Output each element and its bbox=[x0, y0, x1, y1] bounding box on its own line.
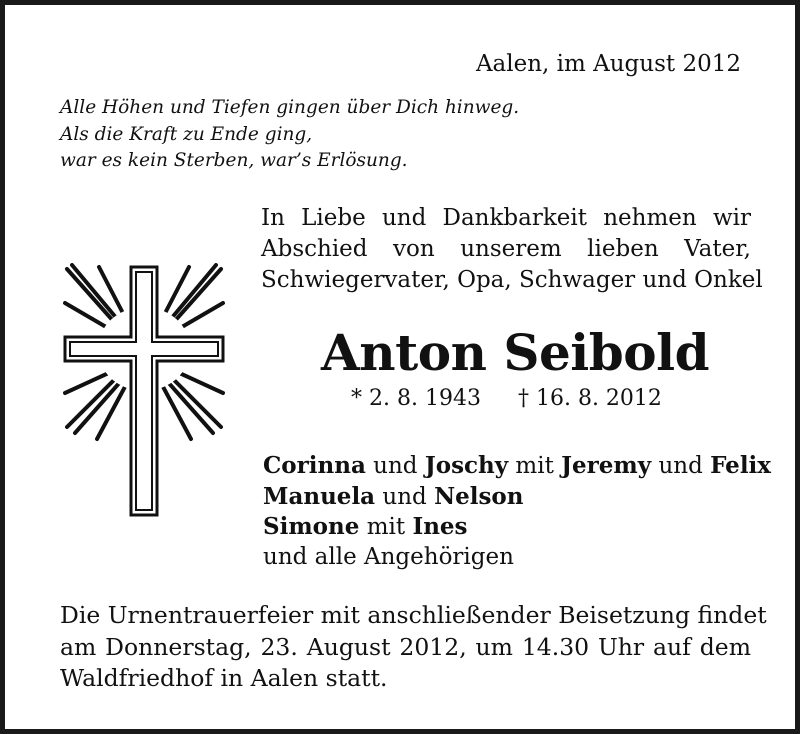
mourner-name: Felix bbox=[710, 452, 772, 479]
connector: mit bbox=[515, 453, 554, 479]
death-date: 16. 8. 2012 bbox=[535, 386, 662, 411]
poem-line: Alle Höhen und Tiefen gingen über Dich hinweg. bbox=[60, 97, 520, 118]
mourners-list bbox=[263, 451, 771, 572]
poem-verse bbox=[60, 95, 519, 175]
intro-line: In Liebe und Dankbarkeit nehmen wir bbox=[261, 205, 751, 231]
notice-line: am Donnerstag, 23. August 2012, um 14.30 Uhr auf dem bbox=[60, 632, 751, 661]
connector: und bbox=[658, 453, 703, 479]
life-dates bbox=[351, 386, 662, 411]
mourner-name: Manuela bbox=[263, 482, 376, 510]
mourner-name: Simone bbox=[263, 513, 360, 540]
birth-date: 2. 8. 1943 bbox=[369, 386, 481, 411]
place-date: Aalen, im August 2012 bbox=[475, 51, 741, 77]
mourners-line bbox=[263, 451, 771, 482]
intro-text bbox=[261, 203, 763, 296]
connector: und bbox=[382, 483, 427, 510]
notice-line: Waldfriedhof in Aalen statt. bbox=[60, 664, 388, 692]
radiant-cross-icon bbox=[61, 263, 227, 519]
notice-line: Die Urnentrauerfeier mit anschließender Beisetzung findet bbox=[60, 601, 767, 629]
funeral-notice bbox=[60, 600, 767, 695]
mourners-line: und alle Angehörigen bbox=[263, 543, 514, 570]
poem-line: Als die Kraft zu Ende ging, bbox=[60, 123, 313, 145]
birth-symbol: * bbox=[351, 386, 362, 411]
intro-line: Schwiegervater, Opa, Schwager und Onkel bbox=[261, 267, 763, 293]
mourner-name: Joschy bbox=[424, 452, 509, 479]
deceased-name: Anton Seibold bbox=[321, 323, 710, 382]
death-symbol: † bbox=[517, 386, 529, 411]
mourner-name: Jeremy bbox=[561, 452, 652, 479]
connector: und bbox=[373, 453, 418, 479]
connector: mit bbox=[366, 514, 406, 540]
mourners-line bbox=[263, 482, 771, 513]
poem-line: war es kein Sterben, war’s Erlösung. bbox=[60, 150, 408, 171]
mourner-name: Corinna bbox=[263, 452, 366, 479]
mourners-line bbox=[263, 512, 771, 543]
intro-line: Abschied von unserem lieben Vater, bbox=[261, 236, 751, 262]
mourner-name: Ines bbox=[412, 513, 468, 540]
mourner-name: Nelson bbox=[434, 482, 524, 510]
